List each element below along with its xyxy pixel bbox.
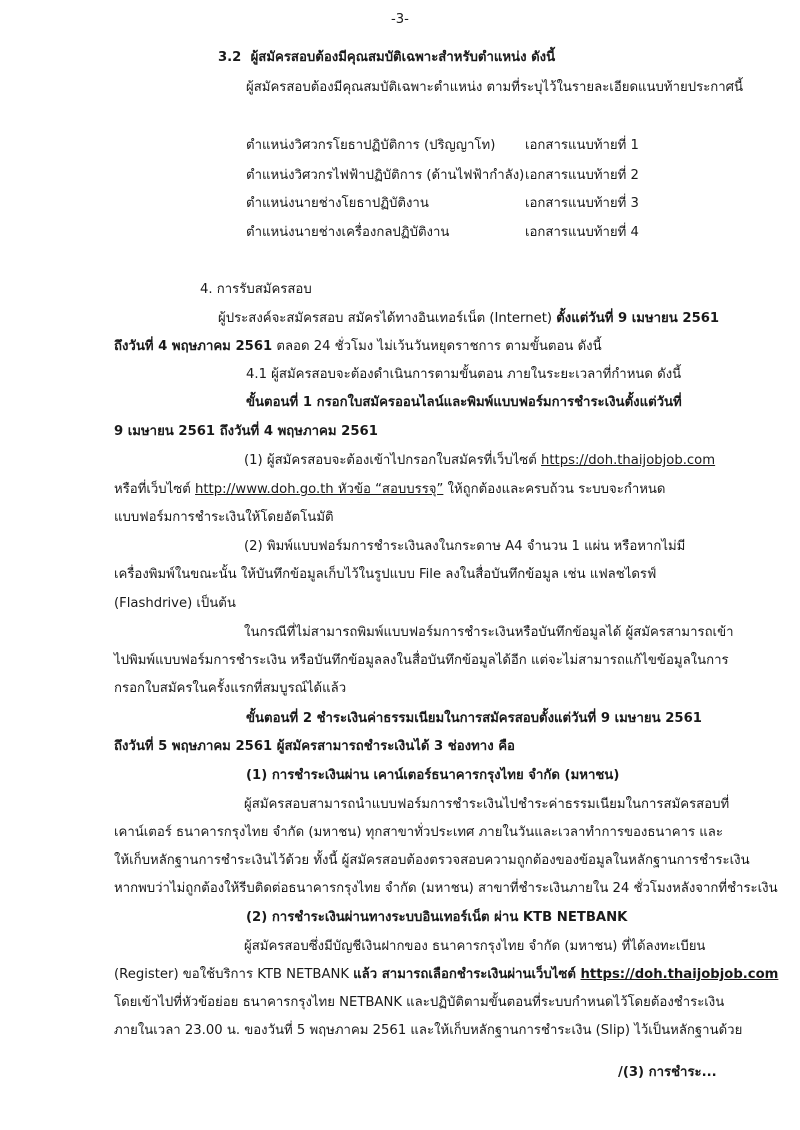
paragraph-line: ผู้สมัครสอบสามารถนำแบบฟอร์มการชำระเงินไปชำระค่าธรรมเนียมในการสมัครสอบที่ — [244, 797, 730, 812]
payment-method-2-heading: (2) การชำระเงินผ่านทางระบบอินเทอร์เน็ต ผ่าน KTB NETBANK — [246, 910, 628, 925]
step2-heading: ขั้นตอนที่ 2 ชำระเงินค่าธรรมเนียมในการสมัครสอบตั้งแต่วันที่ 9 เมษายน 2561 — [246, 711, 702, 726]
thaijobjob-link[interactable]: https://doh.thaijobjob.com — [580, 967, 779, 982]
paragraph-line — [114, 480, 666, 500]
paragraph-line: ไปพิมพ์แบบฟอร์มการชำระเงิน หรือบันทึกข้อมูลลงในสื่อบันทึกข้อมูลได้อีก แต่จะไม่สามารถแก้ไขข้อมูลในการ — [114, 653, 729, 668]
paragraph-line: หากพบว่าไม่ถูกต้องให้รีบติดต่อธนาคารกรุงไทย จำกัด (มหาชน) สาขาที่ชำระเงินภายใน 24 ชั่วโมงหลังจากที่ชำระเงิน — [114, 881, 778, 896]
payment-method-1-heading: (1) การชำระเงินผ่าน เคาน์เตอร์ธนาคารกรุงไทย จำกัด (มหาชน) — [246, 768, 620, 783]
paragraph-line: (Flashdrive) เป็นต้น — [114, 596, 236, 611]
text: (Register) ขอใช้บริการ KTB NETBANK — [114, 967, 354, 982]
attachment-ref: เอกสารแนบท้ายที่ 2 — [525, 168, 639, 183]
section-title: ผู้สมัครสอบต้องมีคุณสมบัติเฉพาะสำหรับตำแหน่ง ดังนี้ — [250, 50, 556, 65]
text: (1) ผู้สมัครสอบจะต้องเข้าไปกรอกใบสมัครที่เว็บไซต์ — [244, 453, 541, 468]
position-name: ตำแหน่งนายช่างโยธาปฏิบัติงาน — [246, 196, 429, 211]
text: ให้ถูกต้องและครบถ้วน ระบบจะกำหนด — [443, 482, 666, 497]
section-4-heading: 4. การรับสมัครสอบ — [200, 282, 312, 297]
text: แล้ว สามารถเลือกชำระเงินผ่านเว็บไซต์ — [353, 967, 581, 982]
paragraph-line: เครื่องพิมพ์ในขณะนั้น ให้บันทึกข้อมูลเก็บไว้ในรูปแบบ File ลงในสื่อบันทึกข้อมูล เช่น แฟลชไดรฟ์ — [114, 567, 657, 582]
attachment-ref: เอกสารแนบท้ายที่ 3 — [525, 196, 639, 211]
doh-website-link[interactable]: http://www.doh.go.th หัวข้อ “สอบบรรจุ” — [195, 482, 444, 497]
paragraph-line: โดยเข้าไปที่หัวข้อย่อย ธนาคารกรุงไทย NETBANK และปฏิบัติตามขั้นตอนที่ระบบกำหนดไว้โดยต้องชำระเงิน — [114, 995, 725, 1010]
text: หรือที่เว็บไซต์ — [114, 482, 196, 497]
paragraph-line: ภายในเวลา 23.00 น. ของวันที่ 5 พฤษภาคม 2561 และให้เก็บหลักฐานการชำระเงิน (Slip) ไว้เป็นหลักฐานด้วย — [114, 1023, 743, 1038]
position-name: ตำแหน่งวิศวกรโยธาปฏิบัติการ (ปริญญาโท) — [246, 138, 496, 153]
paragraph-line: (2) พิมพ์แบบฟอร์มการชำระเงินลงในกระดาษ A4 จำนวน 1 แผ่น หรือหากไม่มี — [244, 539, 686, 554]
paragraph-line: ในกรณีที่ไม่สามารถพิมพ์แบบฟอร์มการชำระเงินหรือบันทึกข้อมูลได้ ผู้สมัครสามารถเข้า — [244, 625, 734, 640]
continuation-marker: /(3) การชำระ... — [618, 1065, 717, 1080]
paragraph-line — [114, 337, 602, 357]
date-range-start: ตั้งแต่วันที่ 9 เมษายน 2561 — [556, 311, 720, 326]
paragraph-line: เคาน์เตอร์ ธนาคารกรุงไทย จำกัด (มหาชน) ทุกสาขาทั่วประเทศ ภายในวันและเวลาทำการของธนาคาร และ — [114, 825, 723, 840]
text: ผู้ประสงค์จะสมัครสอบ สมัครได้ทางอินเทอร์เน็ต (Internet) — [218, 311, 557, 326]
section-number: 3.2 — [218, 50, 242, 65]
page-number: -3- — [391, 12, 409, 27]
paragraph-line: กรอกใบสมัครในครั้งแรกที่สมบูรณ์ได้แล้ว — [114, 681, 347, 696]
paragraph-line: แบบฟอร์มการชำระเงินให้โดยอัตโนมัติ — [114, 510, 334, 525]
attachment-ref: เอกสารแนบท้ายที่ 1 — [525, 138, 639, 153]
subsection-4-1: 4.1 ผู้สมัครสอบจะต้องดำเนินการตามขั้นตอน ภายในระยะเวลาที่กำหนด ดังนี้ — [246, 367, 682, 382]
paragraph-line: ให้เก็บหลักฐานการชำระเงินไว้ด้วย ทั้งนี้ ผู้สมัครสอบต้องตรวจสอบความถูกต้องของข้อมูลในหลักฐานการชำระเงิน — [114, 853, 750, 868]
paragraph-line — [218, 309, 719, 329]
text: ตลอด 24 ชั่วโมง ไม่เว้นวันหยุดราชการ ตามขั้นตอน ดังนี้ — [272, 339, 602, 354]
section-3-2-heading — [218, 48, 555, 68]
section-3-2-intro: ผู้สมัครสอบต้องมีคุณสมบัติเฉพาะตำแหน่ง ตามที่ระบุไว้ในรายละเอียดแนบท้ายประกาศนี้ — [246, 80, 744, 95]
step2-heading-cont: ถึงวันที่ 5 พฤษภาคม 2561 ผู้สมัครสามารถชำระเงินได้ 3 ช่องทาง คือ — [114, 739, 515, 754]
paragraph-line — [114, 965, 778, 985]
paragraph-line — [244, 451, 715, 471]
thaijobjob-link[interactable]: https://doh.thaijobjob.com — [541, 453, 716, 468]
date-range-end: ถึงวันที่ 4 พฤษภาคม 2561 — [114, 339, 273, 354]
step1-heading-cont: 9 เมษายน 2561 ถึงวันที่ 4 พฤษภาคม 2561 — [114, 424, 378, 439]
position-name: ตำแหน่งนายช่างเครื่องกลปฏิบัติงาน — [246, 225, 450, 240]
paragraph-line: ผู้สมัครสอบซึ่งมีบัญชีเงินฝากของ ธนาคารกรุงไทย จำกัด (มหาชน) ที่ได้ลงทะเบียน — [244, 939, 706, 954]
position-name: ตำแหน่งวิศวกรไฟฟ้าปฏิบัติการ (ด้านไฟฟ้ากำลัง) — [246, 168, 525, 183]
attachment-ref: เอกสารแนบท้ายที่ 4 — [525, 225, 639, 240]
step1-heading: ขั้นตอนที่ 1 กรอกใบสมัครออนไลน์และพิมพ์แบบฟอร์มการชำระเงินตั้งแต่วันที่ — [246, 395, 682, 410]
